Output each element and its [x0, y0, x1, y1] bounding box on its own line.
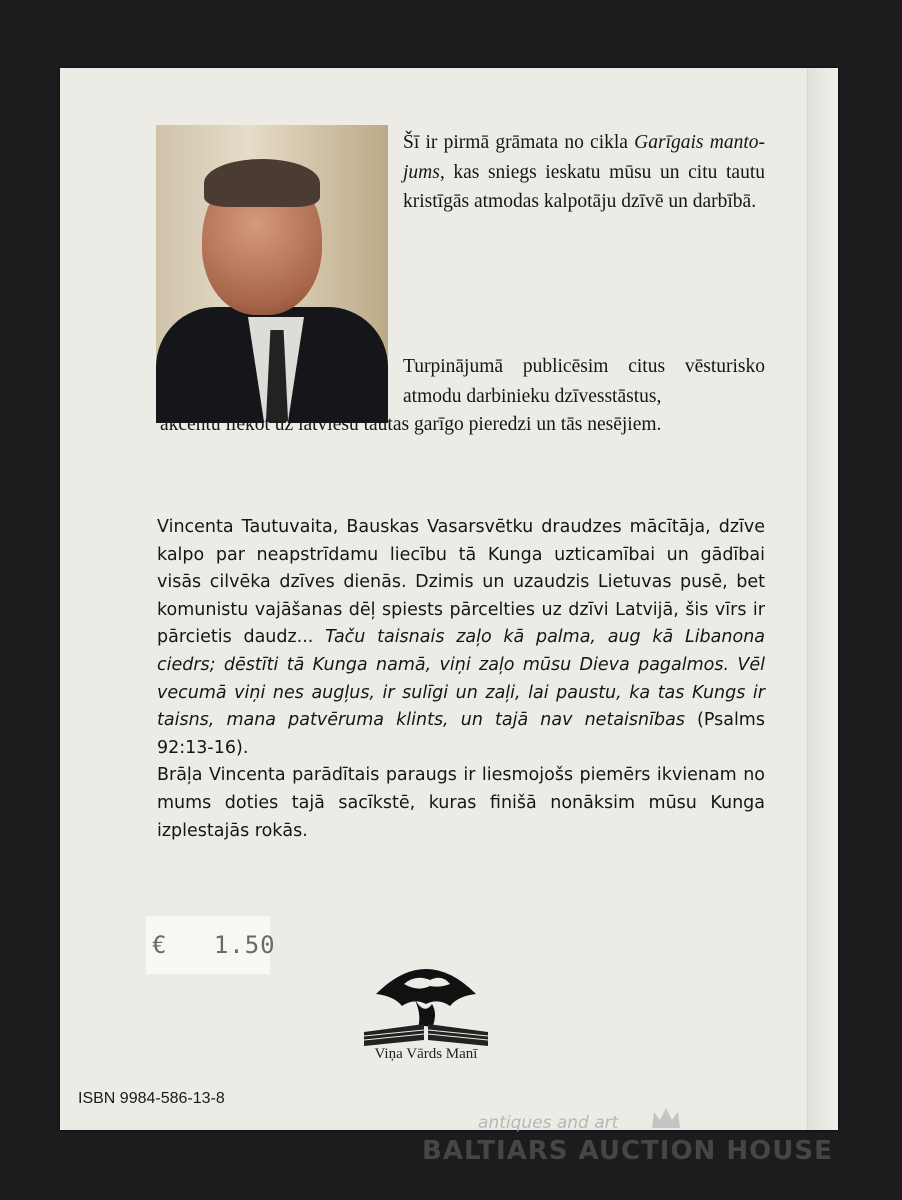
price-amount: 1.50: [213, 931, 276, 959]
currency-symbol: €: [152, 931, 168, 959]
psalm-reference: (Psalms 92:13-16).: [157, 710, 765, 758]
biography-block: [157, 514, 765, 845]
continuation-paragraph-a: [403, 352, 765, 411]
intro-text-b: , kas sniegs ieskatu mūsu un citu tautu kristīgās atmodas kalpotāju dzīvē un darbībā.: [403, 161, 765, 212]
price-sticker: [146, 916, 276, 974]
closing-paragraph: Brāļa Vincenta parādītais paraugs ir liesmojošs piemērs ikvienam no mums doties tajā sacīkstē, kuras finišā nonāksim mūsu Kunga izplestajās rokās.: [157, 765, 765, 841]
isbn-number: ISBN 9984-586-13-8: [78, 1090, 225, 1107]
watermark-auction-house: BALTIARS AUCTION HOUSE: [422, 1136, 833, 1166]
cover-spine: [807, 68, 838, 1130]
biography-text: Vincenta Tautuvaita, Bauskas Vasarsvētku draudzes mācītāja, dzīve kalpo par neapstrīdamu liecību tā Kunga uzticamībai un gādībai visās cilvēka dzīves dienās. Dzimis un uzaudzis Lietuvas pusē, bet komunistu vajāšanas dēļ spiests pārcelties uz dzīvi Latvijā, šis vīrs ir pārcietis daudz...: [157, 517, 765, 648]
series-title: Garīgais mantojums: [403, 132, 765, 183]
crown-icon: [648, 1102, 684, 1138]
back-cover: [60, 68, 838, 1130]
intro-text-a: Šī ir pirmā grāmata no cikla: [403, 132, 635, 153]
psalm-quote: Taču taisnais zaļo kā palma, aug kā Libanona ciedrs; dēstīti tā Kunga namā, viņi zaļo mūsu Dieva pagalmos. Vēl vecumā viņi nes augļus, ir sulīgi un zaļi, lai paustu, ka tas Kungs ir taisns, mana patvēruma klints, un tajā nav netaisnības: [157, 627, 766, 731]
author-photo: [156, 125, 388, 423]
continuation-text-b: akcentu liekot uz latviešu tautas garīgo pieredzi un tās nesējiem.: [160, 414, 662, 435]
continuation-paragraph-b: [160, 410, 765, 440]
watermark-tagline: antiques and art: [478, 1113, 619, 1133]
publisher-name: Viņa Vārds Manī: [374, 1046, 478, 1062]
intro-paragraph: [403, 128, 765, 217]
continuation-text-a: Turpinājumā publicēsim citus vēsturisko atmodu darbinieku dzīvesstāstus,: [403, 356, 765, 407]
